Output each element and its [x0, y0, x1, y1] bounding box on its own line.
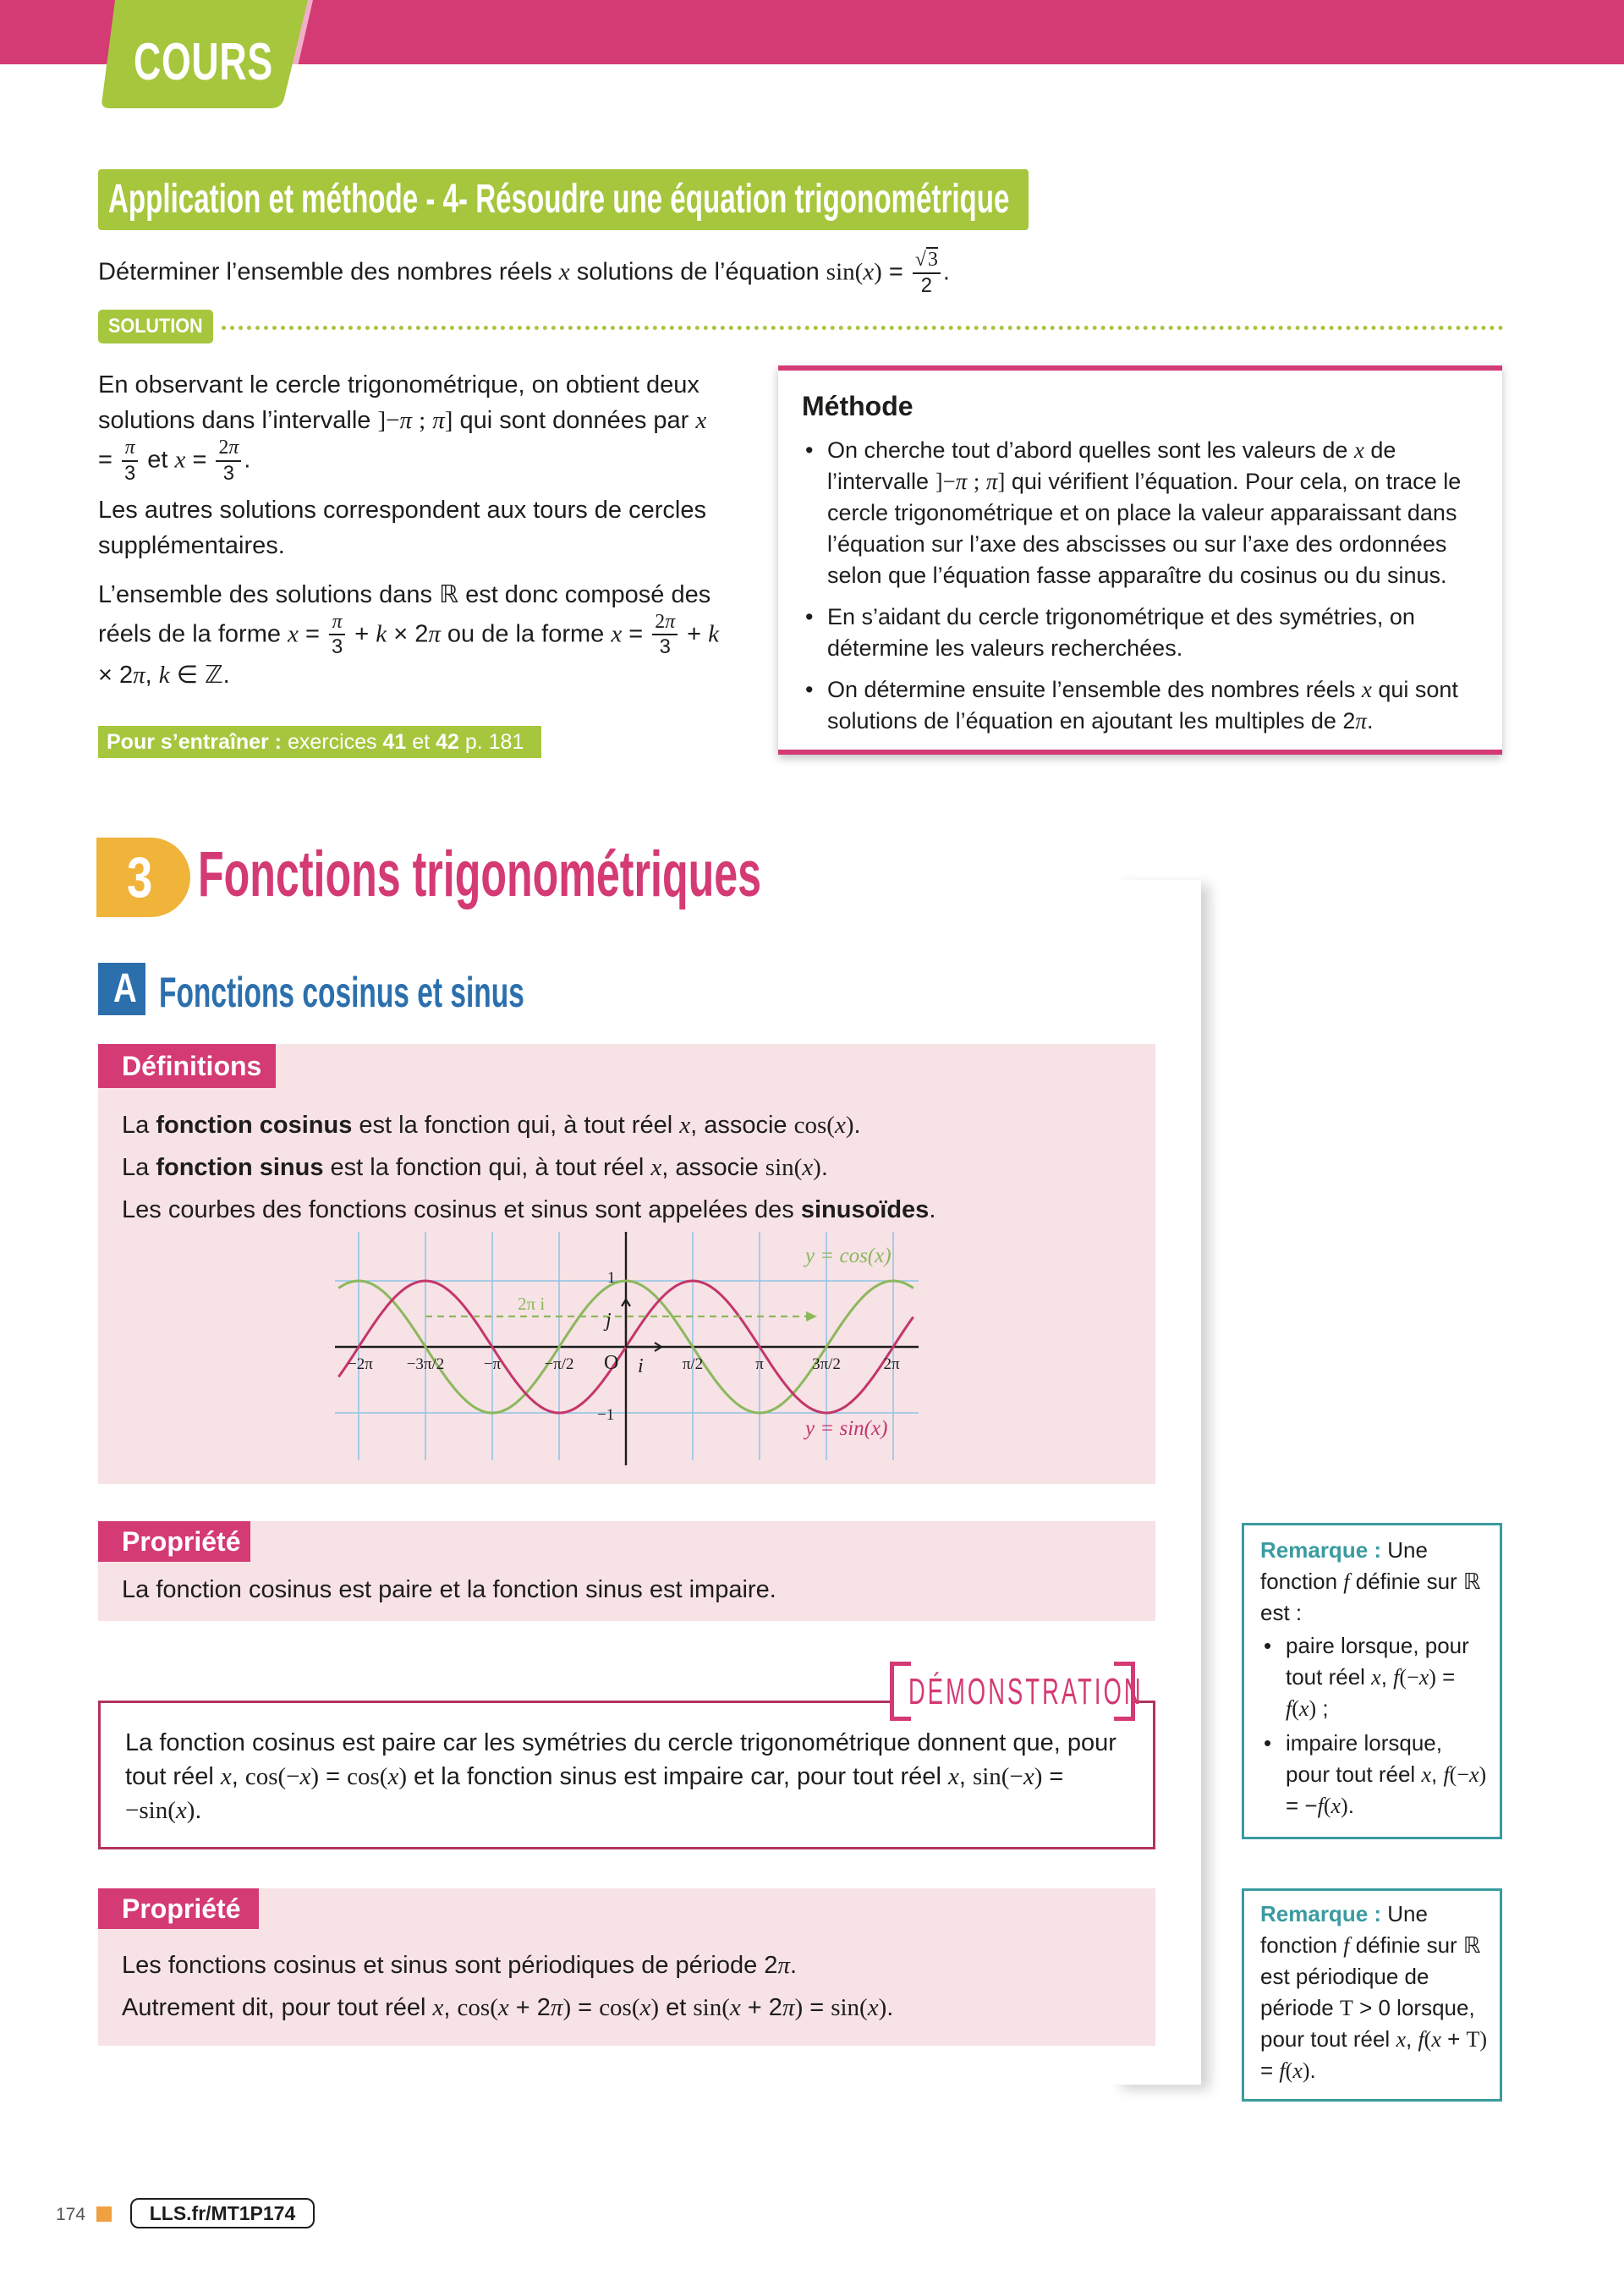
remarque-1-item-impaire: • impaire lorsque, pour tout réel x, f(−x) = −f(x).: [1260, 1728, 1490, 1822]
propriete-2-line-1: Les fonctions cosinus et sinus sont périodiques de période 2π.: [122, 1952, 798, 1979]
tick-label-0: −2π: [348, 1355, 373, 1373]
tick-label-7: 2π: [883, 1355, 900, 1373]
methode-item-1: • On cherche tout d’abord quelles sont les valeurs de x de l’intervalle ]−π ; π] qui vérifient l’équation. Pour cela, on trace le cercle trigonométrique et on place la valeur apparaissant dans l’équation sur l’axe des abscisses ou sur l’axe des ordonnées selon que l’équation fasse apparaître du cosinus ou du sinus.: [802, 435, 1487, 591]
tick-label-1: −3π/2: [406, 1355, 445, 1373]
definitions-body: [122, 1104, 1137, 1231]
tick-label-4: π/2: [682, 1355, 704, 1373]
remarque-1-intro: Remarque : Une fonction f définie sur ℝ est :: [1260, 1537, 1481, 1625]
cours-label: COURS: [134, 33, 273, 91]
practice-text: exercices: [287, 730, 377, 754]
app-methode-title: Application et méthode - 4- Résoudre une équation trigonométrique: [108, 177, 1010, 222]
sinusoid-graph: [335, 1232, 919, 1465]
methode-title: Méthode: [802, 391, 914, 421]
solution-paragraph-1: En observant le cercle trigonométrique, on obtient deux solutions dans l’intervalle ]−π ; π] qui sont données par x = $\frac{\pi}{3}$ et x = $\frac{2\pi}{3}$ .: [98, 371, 707, 485]
propriete-1-label: Propriété: [98, 1521, 250, 1562]
remarque-2-body: Remarque : Une fonction f définie sur ℝ est périodique de période T > 0 lorsque, pour tout réel x, f(x + T) = f(x).: [1260, 1901, 1488, 2083]
origin-label: O: [604, 1352, 619, 1374]
practice-ex2: 42: [436, 730, 459, 754]
i-vector-label: i: [638, 1355, 644, 1377]
demonstration-label: DÉMONSTRATION: [908, 1671, 1144, 1712]
app-methode-statement: Déterminer l’ensemble des nombres réels x solutions de l’équation sin(x) = $\frac{√3}{2}$ .: [98, 249, 950, 297]
practice-page: p. 181: [464, 730, 524, 754]
solution-paragraph-3: L’ensemble des solutions dans ℝ est donc composé des réels de la forme x = $\frac{\pi}{3}$ + k × 2π ou de la forme x = $\frac{2\pi}{3}$ + k × 2π, k ∈ ℤ.: [98, 580, 720, 690]
footer-link[interactable]: LLS.fr/MT1P174: [130, 2198, 315, 2228]
practice-ex1: 41: [382, 730, 407, 754]
definition-sinusoides: Les courbes des fonctions cosinus et sinus sont appelées des sinusoïdes.: [122, 1196, 936, 1223]
definition-cosinus: La fonction cosinus est la fonction qui, à tout réel x, associe cos(x).: [122, 1112, 861, 1139]
definition-sinus: La fonction sinus est la fonction qui, à tout réel x, associe sin(x).: [122, 1154, 828, 1181]
solution-dotted-rule: [222, 326, 1504, 330]
sin-curve-label: y = sin(x): [805, 1417, 888, 1440]
propriete-2-label: Propriété: [98, 1888, 259, 1929]
section-title: Fonctions trigonométriques: [198, 838, 762, 910]
practice-link[interactable]: [98, 726, 541, 758]
y-tick-minus-1: −1: [597, 1406, 615, 1424]
page-number: 174: [56, 2205, 86, 2224]
j-vector-label: j: [606, 1310, 612, 1332]
remarque-1-label: Remarque :: [1260, 1537, 1382, 1563]
y-tick-1: 1: [607, 1269, 616, 1287]
solution-paragraph-2: Les autres solutions correspondent aux tours de cercles supplémentaires.: [98, 496, 706, 559]
demonstration-text: La fonction cosinus est paire car les symétries du cercle trigonométrique donnent que, pour tout réel x, cos(−x) = cos(x) et la fonction sinus est impaire car, pour tout réel x, sin(−x) = −sin(x).: [125, 1729, 1116, 1824]
vector-2pi-label: 2π i: [518, 1294, 546, 1314]
subsection-title: Fonctions cosinus et sinus: [159, 969, 524, 1016]
tick-label-3: −π/2: [544, 1355, 574, 1373]
remarque-1-item-paire: • paire lorsque, pour tout réel x, f(−x) = f(x) ;: [1260, 1630, 1490, 1724]
remarque-1-body: [1260, 1535, 1490, 1822]
practice-and: et: [412, 730, 431, 754]
definitions-label: Définitions: [98, 1044, 276, 1088]
methode-item-2: • En s’aidant du cercle trigonométrique et des symétries, on détermine les valeurs recherchées.: [802, 602, 1487, 664]
tick-label-2: −π: [483, 1355, 502, 1373]
propriete-1-text: La fonction cosinus est paire et la fonction sinus est impaire.: [122, 1576, 776, 1603]
footer-square: [96, 2206, 112, 2222]
practice-label: Pour s’entraîner :: [107, 730, 282, 754]
propriete-2-line-2: Autrement dit, pour tout réel x, cos(x + 2π) = cos(x) et sin(x + 2π) = sin(x).: [122, 1994, 894, 2021]
section-number: 3: [127, 845, 153, 909]
cos-curve-label: y = cos(x): [805, 1245, 892, 1267]
tick-label-6: 3π/2: [812, 1355, 841, 1373]
propriete-2-text: [122, 1944, 1137, 2029]
tick-label-5: π: [755, 1355, 764, 1373]
methode-item-3: • On détermine ensuite l’ensemble des nombres réels x qui sont solutions de l’équation en ajoutant les multiples de 2π.: [802, 674, 1487, 737]
methode-list: [802, 435, 1487, 737]
subsection-letter: A: [113, 966, 137, 1011]
solution-body: [98, 367, 724, 693]
remarque-2-label: Remarque :: [1260, 1901, 1382, 1926]
solution-label: SOLUTION: [108, 315, 203, 338]
